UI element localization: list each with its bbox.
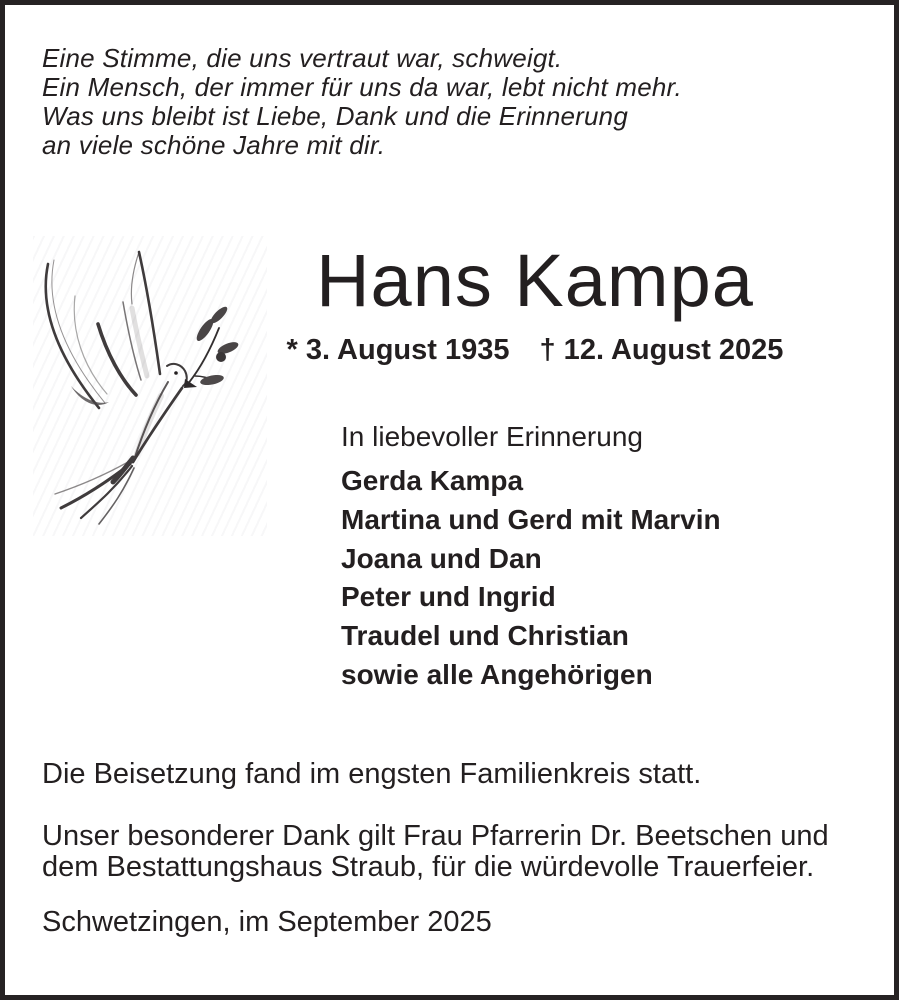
verse-line: an viele schöne Jahre mit dir. — [42, 130, 386, 160]
thanks-note: Unser besonderer Dank gilt Frau Pfarrerin Dr. Beetschen und dem Bestattungshaus Straub, für die würdevolle Trauerfeier. — [42, 820, 829, 883]
memorial-block — [341, 420, 721, 695]
dove-icon — [33, 236, 267, 536]
mourner-item: Peter und Ingrid — [341, 581, 556, 613]
mourner-item: Martina und Gerd mit Marvin — [341, 503, 721, 535]
mourners-list — [341, 462, 721, 695]
verse-line: Eine Stimme, die uns vertraut war, schweigt. — [42, 43, 563, 73]
mourner-item: Gerda Kampa — [341, 465, 524, 496]
place-date: Schwetzingen, im September 2025 — [42, 906, 492, 938]
opening-verse — [42, 44, 682, 160]
birth-date: * 3. August 1935 — [286, 334, 510, 366]
dove-illustration — [33, 236, 267, 536]
funeral-note: Die Beisetzung fand im engsten Familienkreis statt. — [42, 758, 702, 790]
life-dates — [278, 334, 792, 366]
mourner-item: sowie alle Angehörigen — [341, 658, 653, 690]
memorial-intro: In liebevoller Erinnerung — [341, 421, 643, 452]
mourner-item: Joana und Dan — [341, 542, 542, 574]
death-date: † 12. August 2025 — [539, 334, 784, 366]
mourner-item: Traudel und Christian — [341, 620, 629, 652]
verse-line: Was uns bleibt ist Liebe, Dank und die Erinnerung — [42, 101, 629, 131]
deceased-name: Hans Kampa — [316, 239, 754, 322]
verse-line: Ein Mensch, der immer für uns da war, lebt nicht mehr. — [42, 72, 682, 102]
